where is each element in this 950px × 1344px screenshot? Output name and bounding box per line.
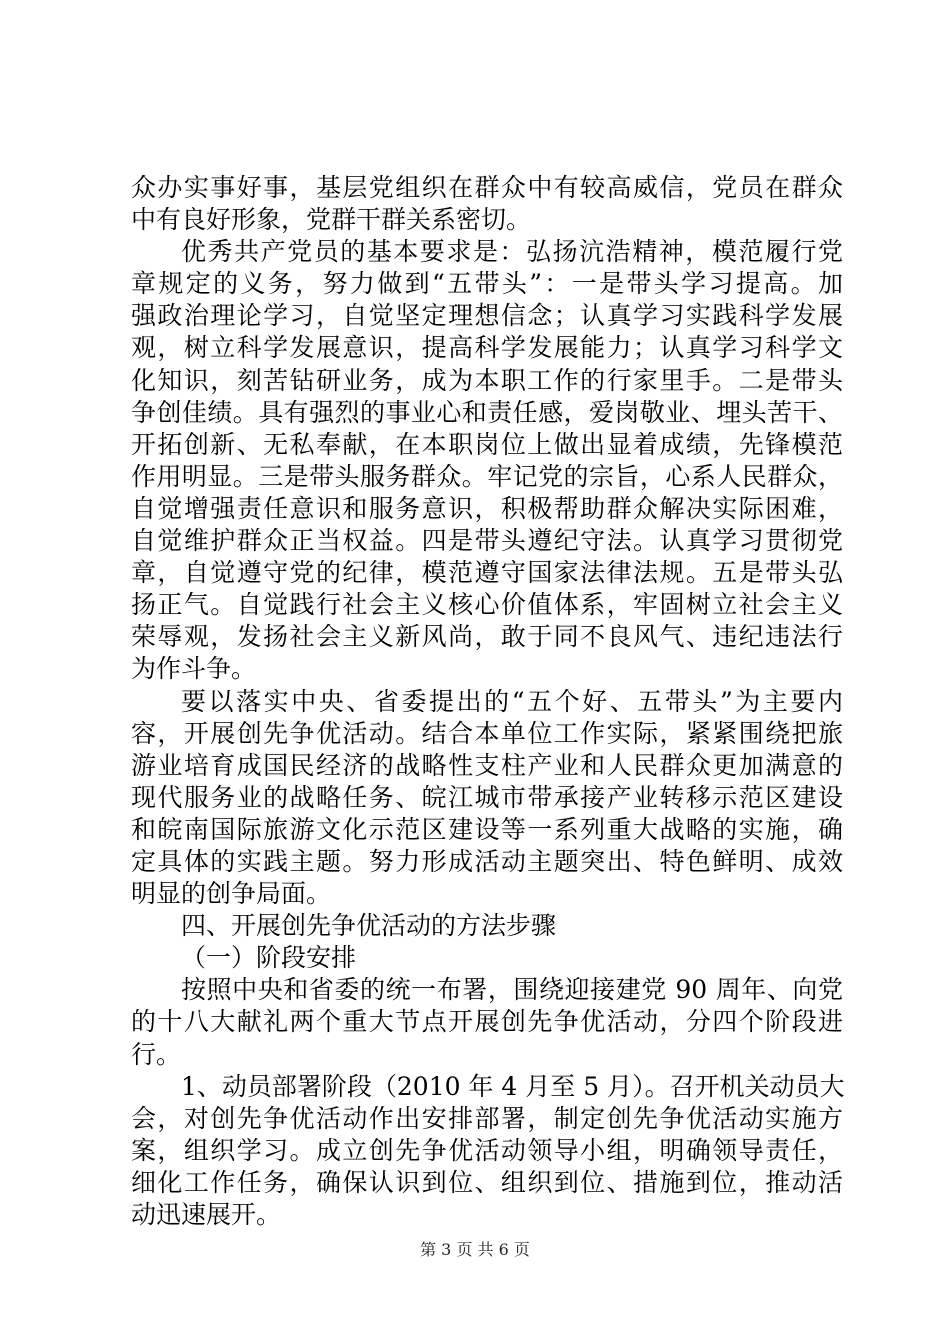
text-line: 荣辱观，发扬社会主义新风尚，敢于同不良风气、违纪违法行 [131,622,843,652]
text-line: 的十八大献礼两个重大节点开展创先争优活动，分四个阶段进 [131,1007,843,1037]
text-line: 为作斗争。 [131,654,257,684]
text-line: 优秀共产党员的基本要求是：弘扬沆浩精神，模范履行党 [181,237,843,267]
text-line: 自觉增强责任意识和服务意识，积极帮助群众解决实际困难， [131,493,843,523]
text-line: 行。 [131,1039,182,1069]
text-line: 自觉维护群众正当权益。四是带头遵纪守法。认真学习贯彻党 [131,526,843,556]
text-line: 动迅速展开。 [131,1200,282,1229]
text-line: 细化工作任务，确保认识到位、组织到位、措施到位，推动活 [131,1167,843,1197]
text-line: 现代服务业的战略任务、皖江城市带承接产业转移示范区建设 [131,782,843,812]
text-line: 定具体的实践主题。努力形成活动主题突出、特色鲜明、成效 [131,846,843,876]
text-line: 游业培育成国民经济的战略性支柱产业和人民群众更加满意的 [131,750,843,780]
text-line: 章规定的义务，努力做到“五带头”：一是带头学习提高。加 [131,269,843,299]
subsection-heading: （一）阶段安排 [181,943,357,973]
text-line: 作用明显。三是带头服务群众。牢记党的宗旨，心系人民群众， [131,461,843,491]
text-line: 案，组织学习。成立创先争优活动领导小组，明确领导责任， [131,1135,843,1165]
text-line: 1、动员部署阶段（2010 年 4 月至 5 月）。召开机关动员大 [181,1071,845,1101]
text-line: 按照中央和省委的统一布署，围绕迎接建党 90 周年、向党 [181,975,843,1005]
text-line: 会，对创先争优活动作出安排部署，制定创先争优活动实施方 [131,1103,843,1133]
page-footer: 第 3 页 共 6 页 [420,1240,530,1259]
text-line: 强政治理论学习，自觉坚定理想信念；认真学习实践科学发展 [131,301,843,331]
section-heading: 四、开展创先争优活动的方法步骤 [181,911,557,941]
text-line: 观，树立科学发展意识，提高科学发展能力；认真学习科学文 [131,333,843,363]
text-line: 章，自觉遵守党的纪律，模范遵守国家法律法规。五是带头弘 [131,558,843,588]
text-line: 扬正气。自觉践行社会主义核心价值体系，牢固树立社会主义 [131,590,843,620]
text-line: 争创佳绩。具有强烈的事业心和责任感，爱岗敬业、埋头苦干、 [131,397,843,427]
text-line: 容，开展创先争优活动。结合本单位工作实际，紧紧围绕把旅 [131,718,843,748]
text-line: 中有良好形象，党群干群关系密切。 [131,205,532,235]
document-body [131,172,843,1231]
text-line: 开拓创新、无私奉献，在本职岗位上做出显着成绩，先锋模范 [131,429,843,459]
text-line: 众办实事好事，基层党组织在群众中有较高威信，党员在群众 [131,173,843,202]
text-line: 和皖南国际旅游文化示范区建设等一系列重大战略的实施，确 [131,814,843,844]
text-line: 要以落实中央、省委提出的“五个好、五带头”为主要内 [181,686,843,716]
text-line: 明显的创争局面。 [131,879,332,909]
text-line: 化知识，刻苦钻研业务，成为本职工作的行家里手。二是带头 [131,365,843,395]
